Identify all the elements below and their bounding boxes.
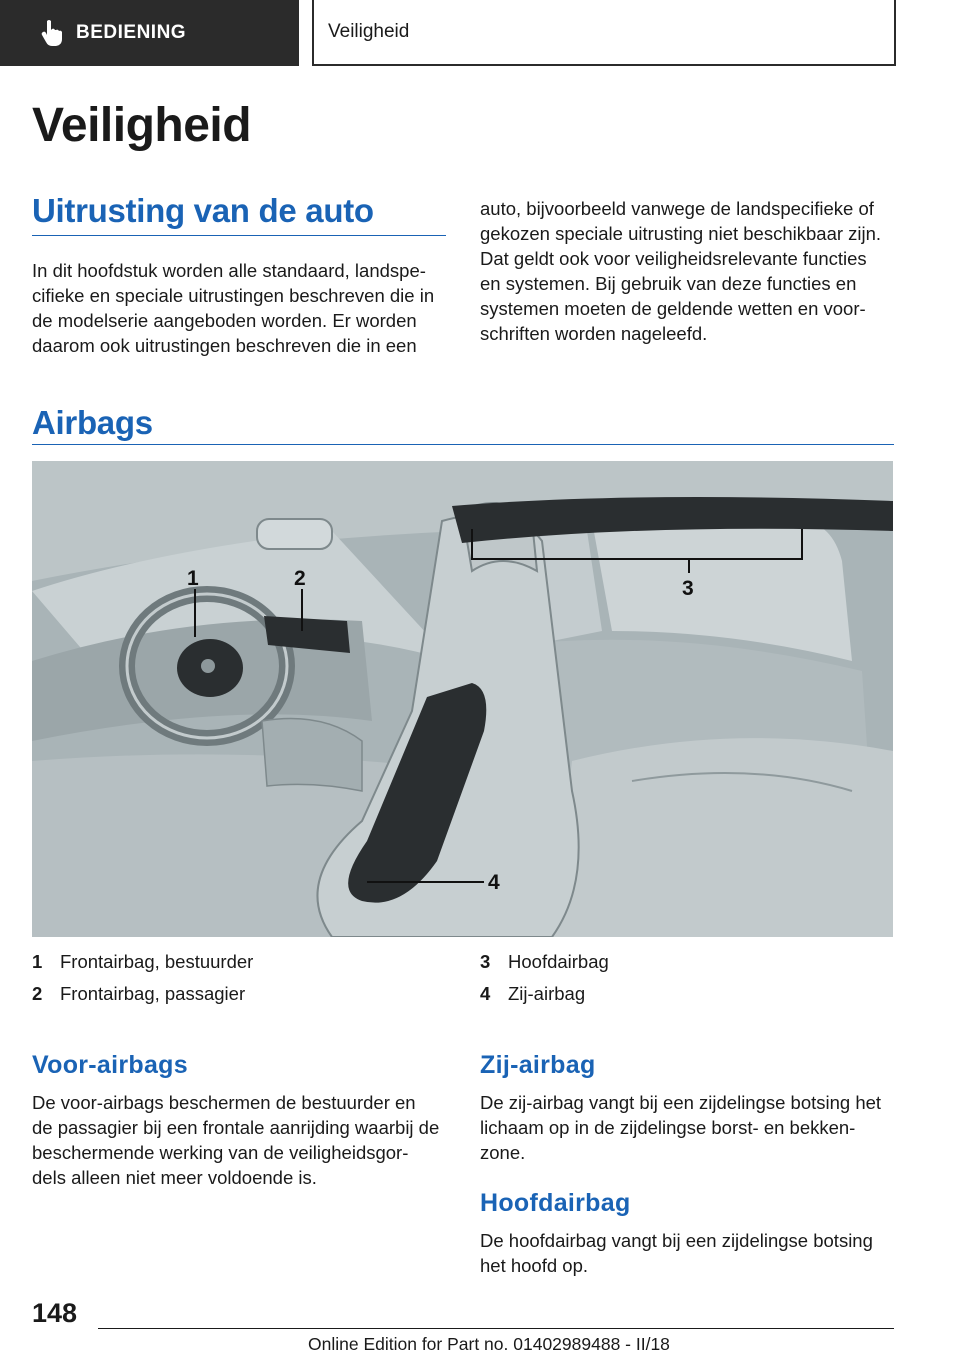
front-airbags-text: [32, 1090, 452, 1190]
text-line: auto, bijvoorbeeld vanwege de landspecifieke of: [480, 198, 874, 219]
text-line: en systemen. Bij gebruik van deze functies en: [480, 273, 857, 294]
text-line: het hoofd op.: [480, 1255, 589, 1276]
text-line: zone.: [480, 1142, 526, 1163]
legend-label: Hoofdairbag: [508, 951, 609, 972]
page-title: Veiligheid: [32, 99, 252, 152]
legend-number: 1: [32, 951, 43, 972]
legend-label: Frontairbag, bestuurder: [60, 951, 254, 972]
legend-number: 2: [32, 983, 43, 1004]
equipment-text-col1: [32, 258, 452, 358]
legend-item: [32, 978, 452, 1010]
footer-rule: [98, 1328, 894, 1329]
section-title-equipment: Uitrusting van de auto: [32, 192, 374, 229]
legend-label: Frontairbag, passagier: [60, 983, 246, 1004]
text-line: lichaam op in de zijdelingse borst- en bekken-: [480, 1117, 856, 1138]
text-line: de modelserie aangeboden worden. Er worden: [32, 310, 417, 331]
text-line: cifieke en speciale uitrustingen beschreven die in: [32, 285, 435, 306]
legend-item: [480, 978, 900, 1010]
text-line: systemen moeten de geldende wetten en voor-: [480, 298, 866, 319]
subsection-title-front-airbags: Voor-airbags: [32, 1051, 188, 1079]
footer-edition: Online Edition for Part no. 01402989488 - II/18: [308, 1334, 670, 1354]
text-line: In dit hoofdstuk worden alle standaard, landspe-: [32, 260, 426, 281]
car-interior-drawing: [32, 461, 893, 937]
hand-pointer-icon: [40, 19, 64, 47]
callout-3: 3: [682, 577, 694, 600]
section-tab[interactable]: [0, 0, 299, 66]
chapter-tab[interactable]: [312, 0, 896, 66]
text-line: dels alleen niet meer voldoende is.: [32, 1167, 317, 1188]
legend-label: Zij-airbag: [508, 983, 586, 1004]
legend-item: [480, 946, 900, 978]
section-title-airbags: Airbags: [32, 404, 153, 441]
text-line: De zij-airbag vangt bij een zijdelingse botsing het: [480, 1092, 882, 1113]
airbag-locations-illustration: [32, 461, 893, 937]
subsection-title-side-airbag: Zij-airbag: [480, 1051, 596, 1079]
figure-legend-right: [480, 946, 900, 1010]
text-line: Dat geldt ook voor veiligheidsrelevante functies: [480, 248, 867, 269]
side-airbag-text: [480, 1090, 900, 1165]
callout-1: 1: [187, 567, 199, 590]
callout-2: 2: [294, 567, 306, 590]
page-number: 148: [32, 1298, 78, 1328]
callout-4: 4: [488, 871, 500, 894]
text-line: De hoofdairbag vangt bij een zijdelingse botsing: [480, 1230, 873, 1251]
section-rule-equipment: [32, 235, 446, 236]
text-line: schriften worden nageleefd.: [480, 323, 708, 344]
section-label: BEDIENING: [76, 22, 187, 43]
text-line: de passagier bij een frontale aanrijding waarbij de: [32, 1117, 440, 1138]
text-line: gekozen speciale uitrusting niet beschikbaar zijn.: [480, 223, 882, 244]
equipment-text-col2: [480, 196, 900, 346]
text-line: beschermende werking van de veiligheidsgor-: [32, 1142, 409, 1163]
legend-item: [32, 946, 452, 978]
subsection-title-head-airbag: Hoofdairbag: [480, 1189, 631, 1217]
chapter-label: Veiligheid: [328, 21, 410, 42]
legend-number: 4: [480, 983, 491, 1004]
section-rule-airbags: [32, 444, 894, 445]
legend-number: 3: [480, 951, 491, 972]
text-line: daarom ook uitrustingen beschreven die in een: [32, 335, 417, 356]
text-line: De voor-airbags beschermen de bestuurder en: [32, 1092, 416, 1113]
figure-legend-left: [32, 946, 452, 1010]
head-airbag-text: [480, 1228, 900, 1278]
